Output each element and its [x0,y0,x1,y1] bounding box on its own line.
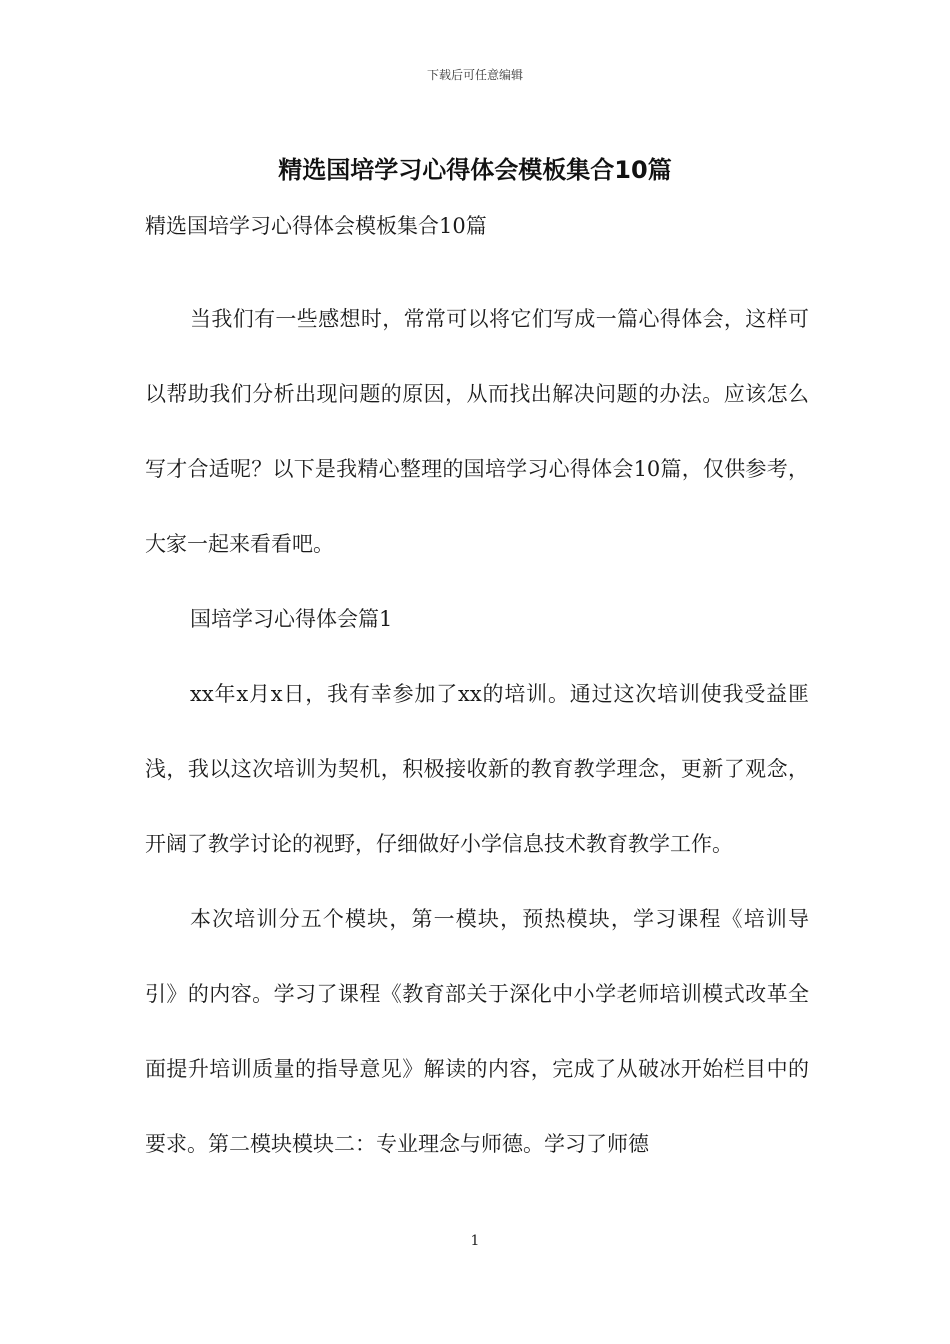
body-paragraph: xx年x月x日，我有幸参加了xx的培训。通过这次培训使我受益匪浅，我以这次培训为契机，积极接收新的教育教学理念，更新了观念，开阔了教学讨论的视野，仔细做好小学信息技术教育教学工作。 [145,682,809,856]
document-body [145,282,809,1182]
page-number: 1 [470,1233,480,1249]
intro-paragraph: 当我们有一些感想时，常常可以将它们写成一篇心得体会，这样可以帮助我们分析出现问题的原因，从而找出解决问题的办法。应该怎么写才合适呢？以下是我精心整理的国培学习心得体会10篇，仅供参考，大家一起来看看吧。 [145,307,809,556]
document-title: 精选国培学习心得体会模板集合10篇 [278,156,672,184]
section-heading: 国培学习心得体会篇1 [190,607,393,631]
document-subtitle: 精选国培学习心得体会模板集合10篇 [145,214,487,238]
header-note: 下载后可任意编辑 [426,68,523,82]
body-paragraph: 本次培训分五个模块，第一模块，预热模块，学习课程《培训导引》的内容。学习了课程《教育部关于深化中小学老师培训模式改革全面提升培训质量的指导意见》解读的内容，完成了从破冰开始栏目中的要求。第二模块模块二：专业理念与师德。学习了师德 [145,907,809,1156]
